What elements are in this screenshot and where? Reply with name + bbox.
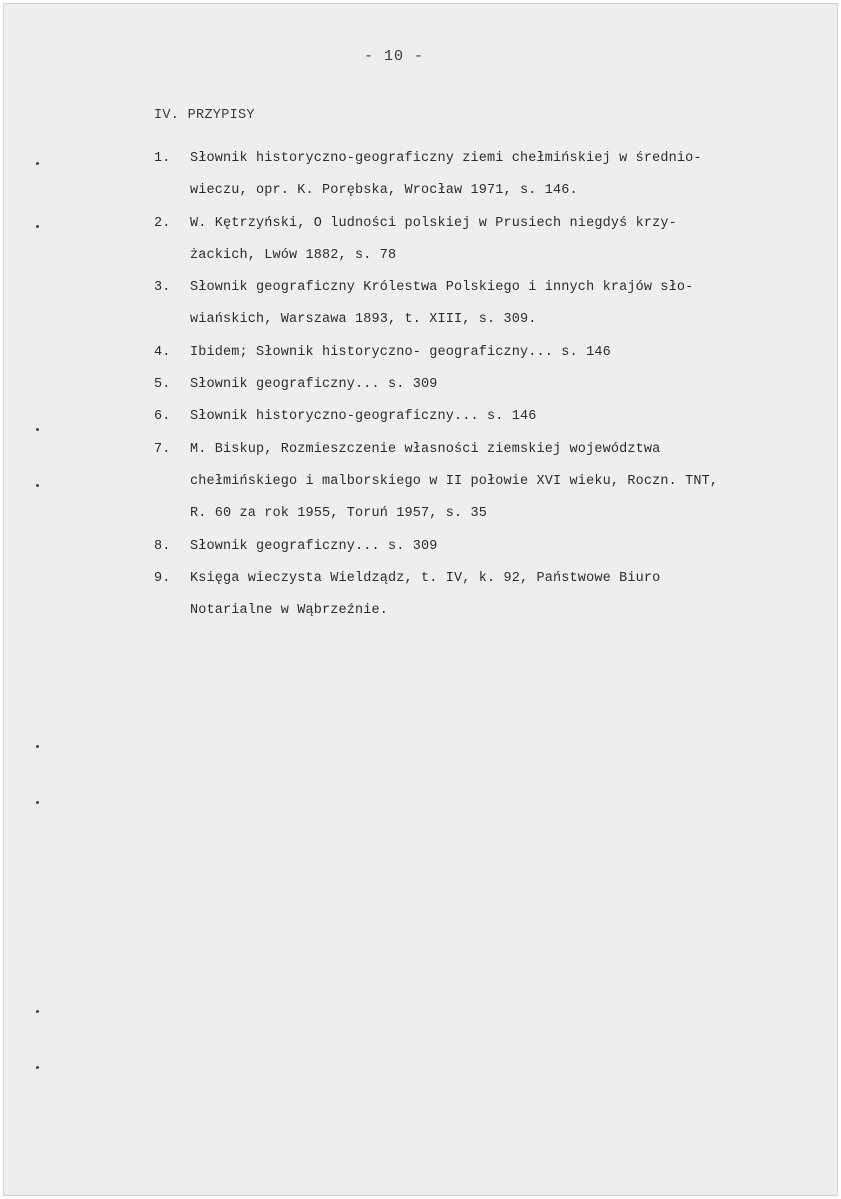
- footnote-text-line: chełmińskiego i malborskiego w II połowie XVI wieku, Roczn. TNT,: [190, 473, 719, 489]
- margin-mark: [36, 745, 39, 748]
- footnote-text-line: wiańskich, Warszawa 1893, t. XIII, s. 309.: [190, 312, 537, 328]
- footnote-number: 8.: [154, 538, 171, 554]
- footnote-4: [154, 337, 834, 369]
- margin-mark: [36, 1066, 39, 1069]
- footnote-number: 5.: [154, 377, 171, 393]
- footnote-text-line: Słownik geograficzny Królestwa Polskiego i innych krajów sło-: [190, 280, 694, 296]
- footnote-number: 4.: [154, 344, 171, 360]
- footnote-9: [154, 563, 834, 628]
- footnote-text-line: M. Biskup, Rozmieszczenie własności ziemskiej województwa: [190, 441, 661, 457]
- margin-mark: [36, 484, 39, 487]
- footnote-text-line: Ibidem; Słownik historyczno- geograficzny... s. 146: [190, 344, 611, 360]
- footnote-6: [154, 401, 834, 433]
- footnote-number: 1.: [154, 151, 171, 166]
- footnote-text-line: wieczu, opr. K. Porębska, Wrocław 1971, s. 146.: [190, 183, 578, 199]
- footnote-number: 6.: [154, 409, 171, 425]
- footnote-number: 7.: [154, 441, 171, 457]
- footnote-text-line: R. 60 za rok 1955, Toruń 1957, s. 35: [190, 506, 488, 522]
- margin-mark: [36, 428, 39, 431]
- footnote-3: [154, 272, 834, 337]
- footnote-8: [154, 531, 834, 563]
- page-number: - 10 -: [363, 48, 424, 65]
- footnote-text-line: Słownik historyczno-geograficzny... s. 146: [190, 409, 537, 425]
- footnote-text-line: Słownik geograficzny... s. 309: [190, 377, 438, 393]
- margin-mark: [36, 225, 39, 228]
- document-page: [3, 3, 838, 1196]
- footnote-text-line: żackich, Lwów 1882, s. 78: [190, 247, 397, 263]
- footnote-7: [154, 434, 834, 531]
- footnote-number: 3.: [154, 280, 171, 296]
- margin-mark: [36, 801, 39, 804]
- section-heading: IV. PRZYPISY: [154, 108, 255, 123]
- footnote-2: [154, 208, 834, 273]
- footnote-number: 2.: [154, 215, 171, 231]
- footnote-text-line: Notarialne w Wąbrzeźnie.: [190, 603, 389, 619]
- footnote-text-line: Słownik geograficzny... s. 309: [190, 538, 438, 554]
- margin-mark: [36, 162, 39, 165]
- footnote-1: [154, 143, 834, 208]
- footnote-5: [154, 369, 834, 401]
- footnote-text-line: Słownik historyczno-geograficzny ziemi chełmińskiej w średnio-: [190, 151, 702, 166]
- footnote-text-line: Księga wieczysta Wieldządz, t. IV, k. 92, Państwowe Biuro: [190, 570, 661, 586]
- footnote-text-line: W. Kętrzyński, O ludności polskiej w Prusiech niegdyś krzy-: [190, 215, 677, 231]
- footnote-list: [154, 143, 834, 627]
- footnote-number: 9.: [154, 570, 171, 586]
- margin-mark: [36, 1010, 39, 1013]
